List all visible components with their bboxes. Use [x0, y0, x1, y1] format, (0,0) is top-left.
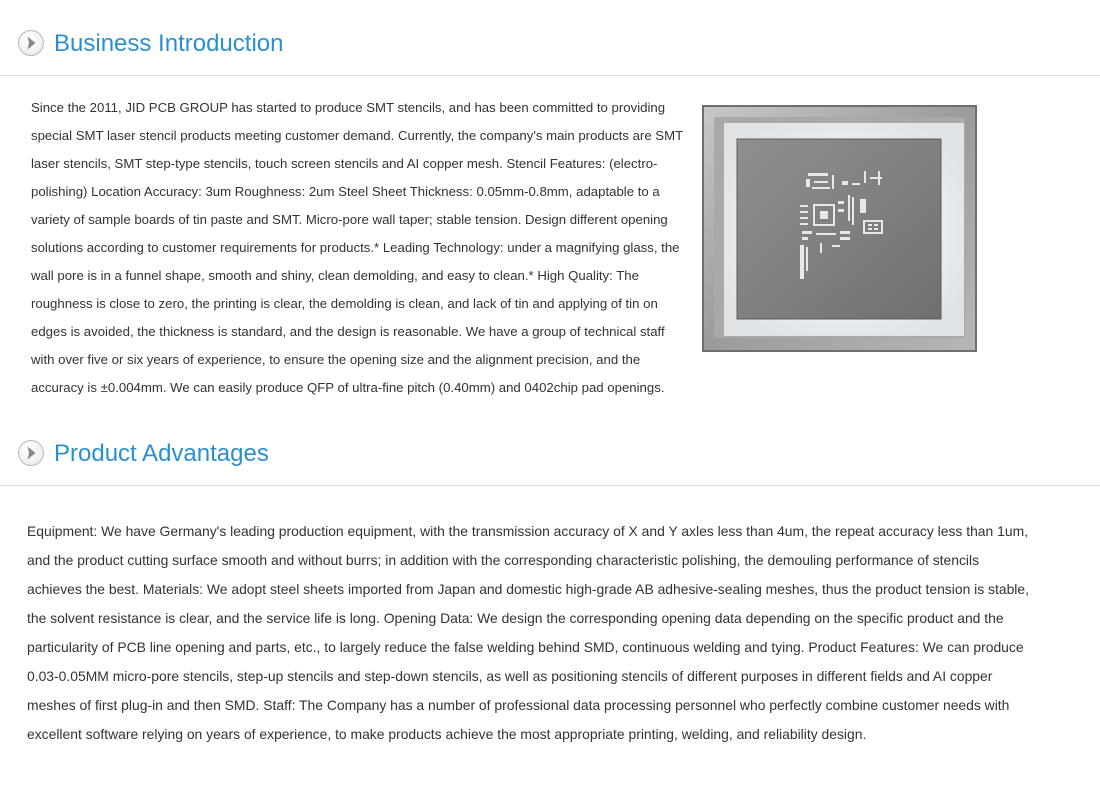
product-advantages-header [0, 410, 1100, 486]
chevron-right-circle-icon [18, 440, 44, 466]
business-intro-header [0, 0, 1100, 76]
chevron-right-circle-icon [18, 30, 44, 56]
business-intro-title: Business Introduction [54, 30, 284, 57]
business-intro-text: Since the 2011, JID PCB GROUP has started to produce SMT stencils, and has been committed to providing special SMT laser stencil products meeting customer demand. Currently, the company's main products are SMT laser stencils, SMT step-type stencils, touch screen stencils and AI copper mesh. Stencil Features: (electro-polishing) Location Accuracy: 3um Roughness: 2um Steel Sheet Thickness: 0.05mm-0.8mm, adaptable to a variety of sample boards of tin paste and SMT. Micro-pore wall taper; stable tension. Design different opening solutions according to customer requirements for products.* Leading Technology: under a magnifying glass, the wall pore is in a funnel shape, smooth and shiny, clean demolding, and easy to clean.* High Quality: The roughness is close to zero, the printing is clear, the demolding is clean, and lack of tin and applying of tin on edges is avoided, the thickness is standard, and the design is reasonable. We have a group of technical staff with over five or six years of experience, to ensure the opening size and the alignment precision, and the accuracy is ±0.004mm. We can easily produce QFP of ultra-fine pitch (0.40mm) and 0402chip pad openings. [31, 100, 683, 395]
smt-stencil-photo [702, 105, 977, 352]
product-advantages-title: Product Advantages [54, 440, 269, 467]
product-advantages-text: Equipment: We have Germany's leading production equipment, with the transmission accuracy of X and Y axles less than 4um, the repeat accuracy less than 1um, and the product cutting surface smooth and without burrs; in addition with the corresponding characteristic polishing, the demouling performance of stencils achieves the best. Materials: We adopt steel sheets imported from Japan and domestic high-grade AB adhesive-sealing meshes, thus the product tension is stable, the solvent resistance is clear, and the service life is long. Opening Data: We design the corresponding opening data depending on the specific product and the particularity of PCB line opening and parts, etc., to largely reduce the false welding behind SMD, continuous welding and tying. Product Features: We can produce 0.03-0.05MM micro-pore stencils, step-up stencils and step-down stencils, as well as positioning stencils of different purposes in different fields and AI copper meshes of first plug-in and then SMD. Staff: The Company has a number of professional data processing personnel who perfectly combine customer needs with excellent software relying on years of experience, to make products achieve the most appropriate printing, welding, and reliability design. [27, 523, 1029, 742]
